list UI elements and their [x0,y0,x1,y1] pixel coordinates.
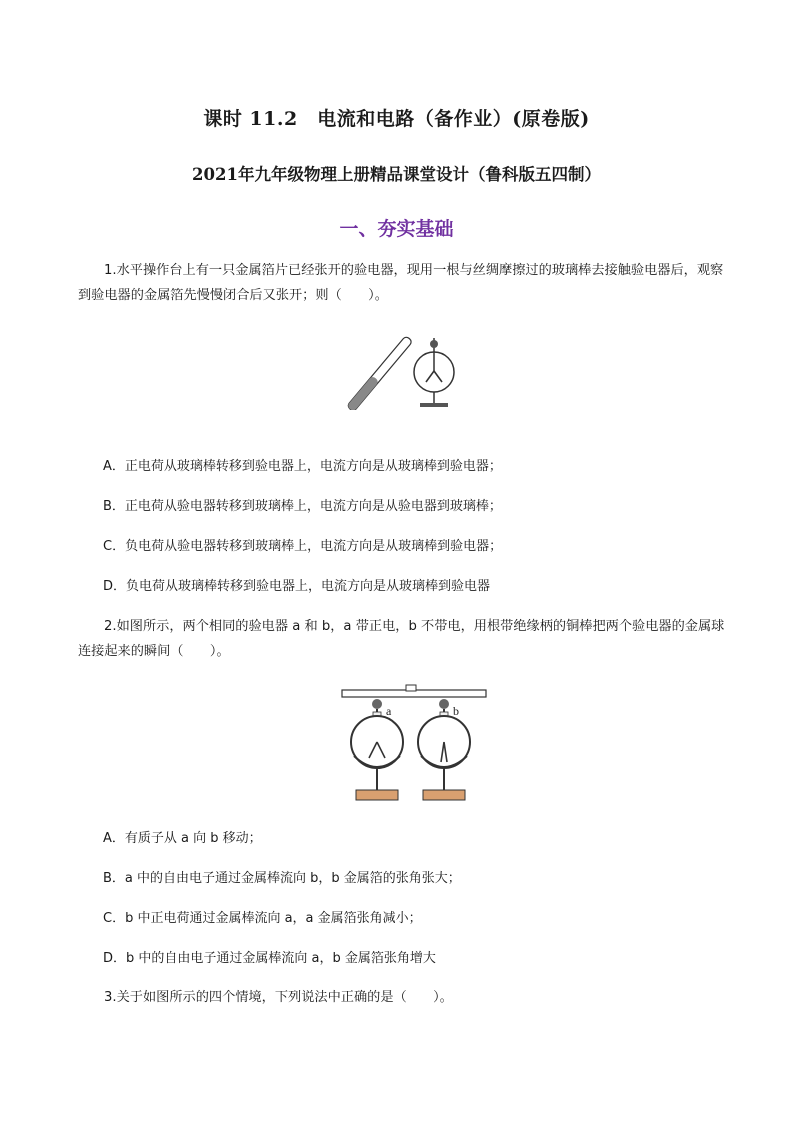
question-2-option-c: C．b 中正电荷通过金属棒流向 a，a 金属箔张角减小； [103,911,422,926]
label-a: a [386,704,392,718]
figure-glass-rod-electroscope [340,326,470,410]
question-2-option-d: D．b 中的自由电子通过金属棒流向 a，b 金属箔张角增大 [103,951,436,966]
section-heading: 一、夯实基础 [339,218,454,240]
label-b: b [453,704,459,718]
question-1-option-a: A．正电荷从玻璃棒转移到验电器上，电流方向是从玻璃棒到验电器； [103,459,502,474]
document-subtitle: 2021年九年级物理上册精品课堂设计（鲁科版五四制） [192,165,601,184]
question-1-option-d: D．负电荷从玻璃棒转移到验电器上，电流方向是从玻璃棒到验电器 [103,579,491,594]
question-2-stem: 2.如图所示，两个相同的验电器 a 和 b，a 带正电，b 不带电，用根带绝缘柄的铜棒把两个验电器的金属球连接起来的瞬间（ ）。 [78,619,725,659]
document-title: 课时 11.2 电流和电路（备作业）(原卷版) [203,108,590,130]
question-2-option-a: A．有质子从 a 向 b 移动； [103,831,262,846]
question-1-option-b: B．正电荷从验电器转移到玻璃棒上，电流方向是从验电器到玻璃棒； [103,499,502,514]
question-3-stem: 3.关于如图所示的四个情境，下列说法中正确的是（ ）。 [104,990,453,1005]
question-2-option-b: B．a 中的自由电子通过金属棒流向 b，b 金属箔的张角张大； [103,871,461,886]
question-1-stem: 1.水平操作台上有一只金属箔片已经张开的验电器，现用一根与丝绸摩擦过的玻璃棒去接触验电器后，观察到验电器的金属箔先慢慢闭合后又张开；则（ ）。 [78,263,724,303]
question-1-option-c: C．负电荷从验电器转移到玻璃棒上，电流方向是从玻璃棒到验电器； [103,539,503,554]
figure-two-electroscopes [340,682,490,804]
